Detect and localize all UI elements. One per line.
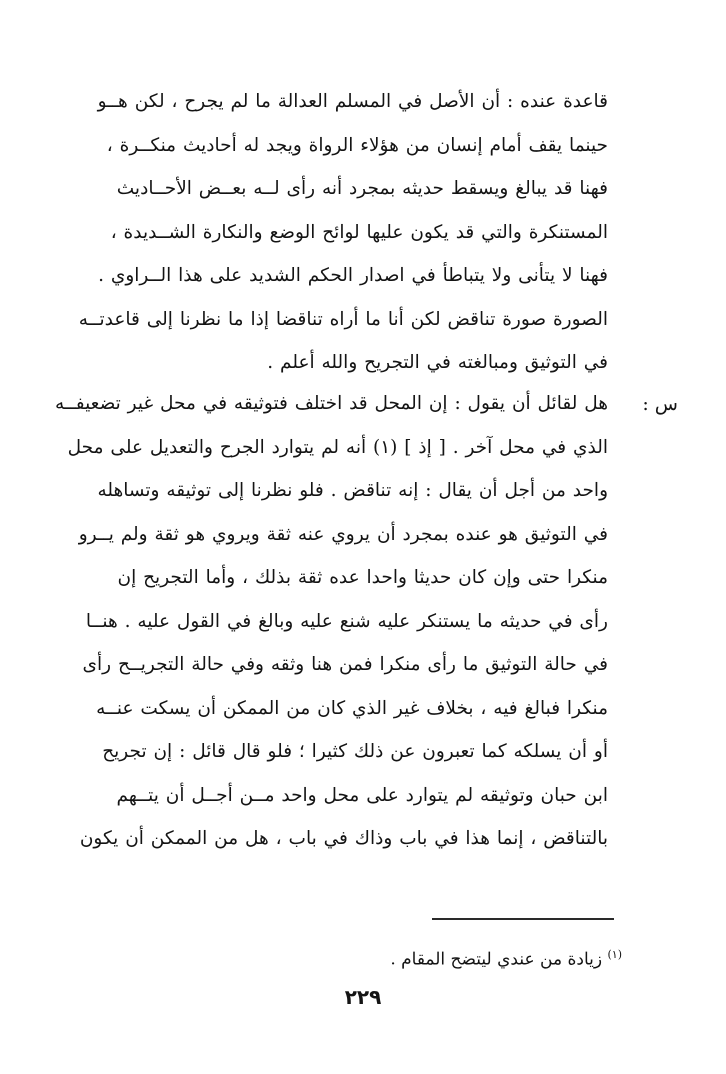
text-line: هل لقائل أن يقول : إن المحل قد اختلف فتوثيقه في محل غير تضعيفــه <box>54 393 608 414</box>
paragraph-question <box>54 382 608 861</box>
text-line: الذي في محل آخر . [ إذ ] (١) أنه لم يتوارد الجرح والتعديل على محل <box>67 436 608 458</box>
text-line: فهنا قد يبالغ ويسقط حديثه بمجرد أنه رأى لــه بعــض الأحــاديث <box>116 178 608 199</box>
text-line: بالتناقض ، إنما هذا في باب وذاك في باب ، هل من الممكن أن يكون <box>79 828 608 849</box>
text-line: منكرا فبالغ فيه ، بخلاف غير الذي كان من الممكن أن يسكت عنــه <box>96 697 608 719</box>
text-line: في التوثيق ومبالغته في التجريح والله أعلم . <box>267 352 608 373</box>
footnote <box>390 940 622 975</box>
text-line: ابن حبان وتوثيقه لم يتوارد على محل واحد مــن أجــل أن يتــهم <box>116 784 608 806</box>
footnote-marker: (١) <box>607 948 622 961</box>
question-marker: س : <box>642 393 678 415</box>
text-line: فهنا لا يتأنى ولا يتباطأ في اصدار الحكم الشديد على هذا الــراوي . <box>98 265 608 286</box>
footnote-divider <box>432 918 614 920</box>
text-line: منكرا حتى وإن كان حديثا واحدا عده ثقة بذلك ، وأما التجريح إن <box>117 567 608 588</box>
footnote-text: زيادة من عندي ليتضح المقام . <box>390 949 603 970</box>
text-line: الصورة صورة تناقض لكن أنا ما أراه تناقضا إذا ما نظرنا إلى قاعدتــه <box>78 308 608 330</box>
paragraph-answer <box>78 80 608 385</box>
page-number: ٢٢٩ <box>344 985 382 1009</box>
text-line: حينما يقف أمام إنسان من هؤلاء الرواة ويجد له أحاديث منكــرة ، <box>106 134 608 156</box>
text-line: رأى في حديثه ما يستنكر عليه شنع عليه وبالغ في القول عليه . هنــا <box>85 610 608 632</box>
text-line: أو أن يسلكه كما تعبرون عن ذلك كثيرا ؛ فلو قال قائل : إن تجريح <box>102 741 608 762</box>
text-line: المستنكرة والتي قد يكون عليها لوائح الوضع والنكارة الشــديدة ، <box>110 221 608 243</box>
text-line: في التوثيق هو عنده بمجرد أن يروي عنه ثقة ويروي هو ثقة ولم يــرو <box>78 523 608 545</box>
text-line: قاعدة عنده : أن الأصل في المسلم العدالة ما لم يجرح ، لكن هــو <box>97 91 608 112</box>
text-line: في حالة التوثيق ما رأى منكرا فمن هنا وثقه وفي حالة التجريــح رأى <box>82 654 608 675</box>
text-line: واحد من أجل أن يقال : إنه تناقض . فلو نظرنا إلى توثيقه وتساهله <box>97 480 608 501</box>
